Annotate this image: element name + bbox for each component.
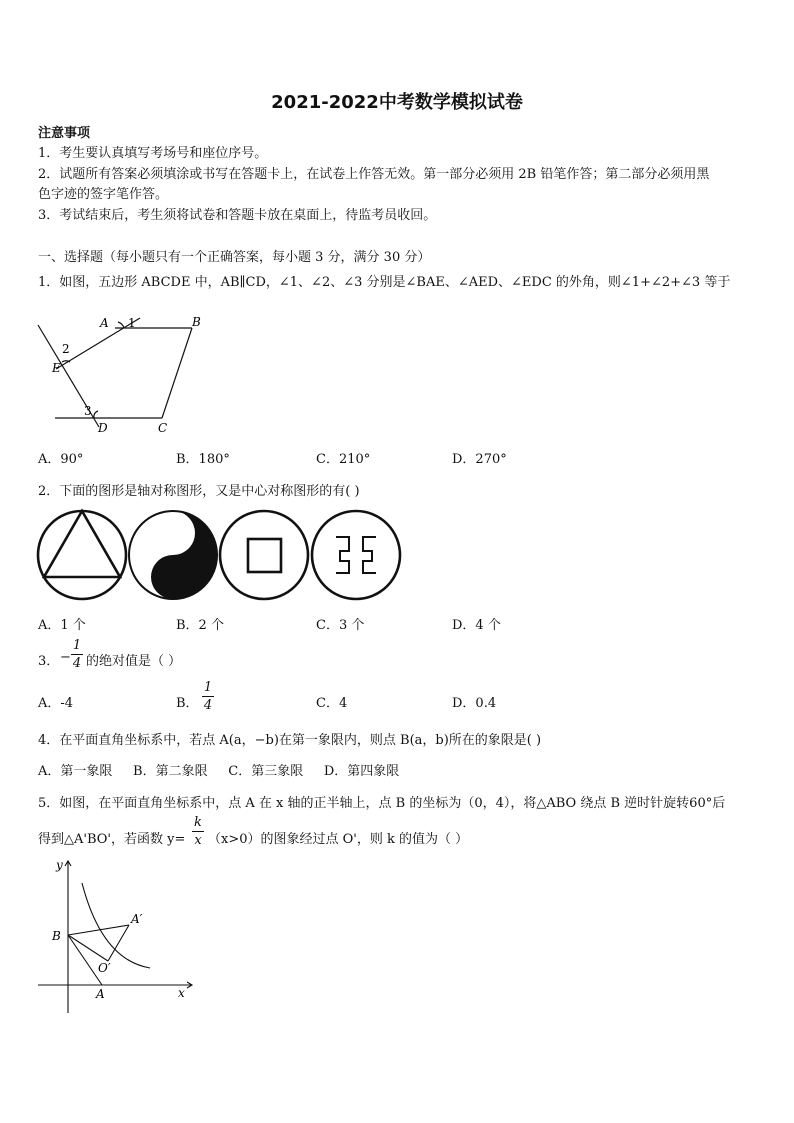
notice-line-2b: 色字迹的签字笔作答。	[38, 187, 169, 202]
q4-stem: 4．在平面直角坐标系中，若点 A(a，−b)在第一象限内，则点 B(a，b)所在的象限是( )	[38, 733, 542, 748]
label-angle-1: 1	[128, 316, 136, 330]
label-y: y	[56, 858, 63, 872]
q3-option-d: D．0.4	[452, 696, 497, 711]
notice-heading: 注意事项	[38, 126, 91, 141]
page-title: 2021-2022中考数学模拟试卷	[271, 92, 523, 113]
q3-option-b-prefix: B．	[176, 696, 199, 711]
segment-bo-prime	[68, 935, 108, 961]
notice-line-3: 3．考试结束后，考生须将试卷和答题卡放在桌面上，待监考员收回。	[38, 208, 437, 223]
q2-option-d: D．4 个	[452, 618, 501, 633]
circle-with-triangle	[38, 511, 126, 599]
label-d: D	[98, 421, 108, 435]
q4-options: A．第一象限 B．第二象限 C．第三象限 D．第四象限	[38, 764, 400, 779]
q5-fraction-x: x	[194, 833, 202, 848]
q3-option-b-numerator: 1	[203, 680, 213, 695]
q3-option-c: C．4	[316, 696, 348, 711]
q2-option-a: A．1 个	[38, 618, 86, 633]
yin-yang-symbol	[129, 511, 217, 599]
q3-fraction-numerator: 1	[72, 638, 82, 653]
label-a-prime: A′	[131, 912, 143, 926]
q2-option-b: B．2 个	[176, 618, 224, 633]
segment-a-prime-o-prime	[108, 925, 129, 961]
label-b: B	[52, 929, 61, 943]
q1-option-b: B．180°	[176, 452, 230, 467]
q3-minus: −	[60, 650, 71, 665]
q5-line-1: 5．如图，在平面直角坐标系中，点 A 在 x 轴的正半轴上，点 B 的坐标为（0，4），将△ABO 绕点 B 逆时针旋转60°后	[38, 796, 726, 811]
q3-option-a: A．-4	[38, 696, 74, 711]
q3-option-b-denominator: 4	[203, 698, 213, 713]
q3-suffix: 的绝对值是（ ）	[86, 654, 182, 669]
q3-fraction	[71, 638, 83, 671]
label-o-prime: O′	[98, 961, 111, 975]
label-b: B	[192, 315, 201, 329]
label-c: C	[158, 421, 168, 435]
q1-option-c: C．210°	[316, 452, 371, 467]
q1-option-d: D．270°	[452, 452, 507, 467]
q2-figures	[36, 507, 404, 603]
q3-fraction-denominator: 4	[72, 656, 82, 671]
angle-3-arc	[94, 411, 98, 418]
q1-option-a: A．90°	[38, 452, 84, 467]
label-angle-3: 3	[84, 404, 92, 418]
segment-ba	[68, 935, 102, 985]
q5-fraction-k: k	[194, 815, 202, 830]
q1-pentagon-figure	[30, 305, 220, 440]
q3-prefix: 3．	[38, 654, 60, 669]
q1-stem: 1．如图，五边形 ABCDE 中，AB∥CD，∠1、∠2、∠3 分别是∠BAE、∠AED、∠EDC 的外角，则∠1+∠2+∠3 等于	[38, 275, 731, 290]
notice-line-2a: 2．试题所有答案必须填涂或书写在答题卡上，在试卷上作答无效。第一部分必须用 2B 铅笔作答；第二部分必须用黑	[38, 167, 710, 182]
q5-line-2a: 得到△A'BO'，若函数 y=	[38, 832, 186, 847]
angle-2-arc	[62, 361, 70, 362]
label-e: E	[52, 361, 61, 375]
q2-option-c: C．3 个	[316, 618, 365, 633]
circle-with-pattern	[312, 511, 400, 599]
q3-option-b-fraction	[202, 680, 214, 713]
q5-coordinate-figure	[32, 855, 202, 1017]
notice-line-1: 1．考生要认真填写考场号和座位序号。	[38, 146, 268, 161]
q2-stem: 2．下面的图形是轴对称图形，又是中心对称图形的有( )	[38, 484, 360, 499]
label-a: A	[100, 316, 109, 330]
label-angle-2: 2	[62, 342, 70, 356]
segment-bc	[162, 328, 192, 418]
angle-1-arc	[118, 322, 124, 328]
q5-fraction-k-over-x	[192, 815, 204, 848]
label-a: A	[96, 987, 105, 1001]
q5-line-2b: （x>0）的图象经过点 O'，则 k 的值为（ ）	[208, 832, 469, 847]
label-x: x	[178, 986, 185, 1000]
circle-with-square	[220, 511, 308, 599]
section-heading: 一、选择题（每小题只有一个正确答案，每小题 3 分，满分 30 分）	[38, 250, 431, 265]
